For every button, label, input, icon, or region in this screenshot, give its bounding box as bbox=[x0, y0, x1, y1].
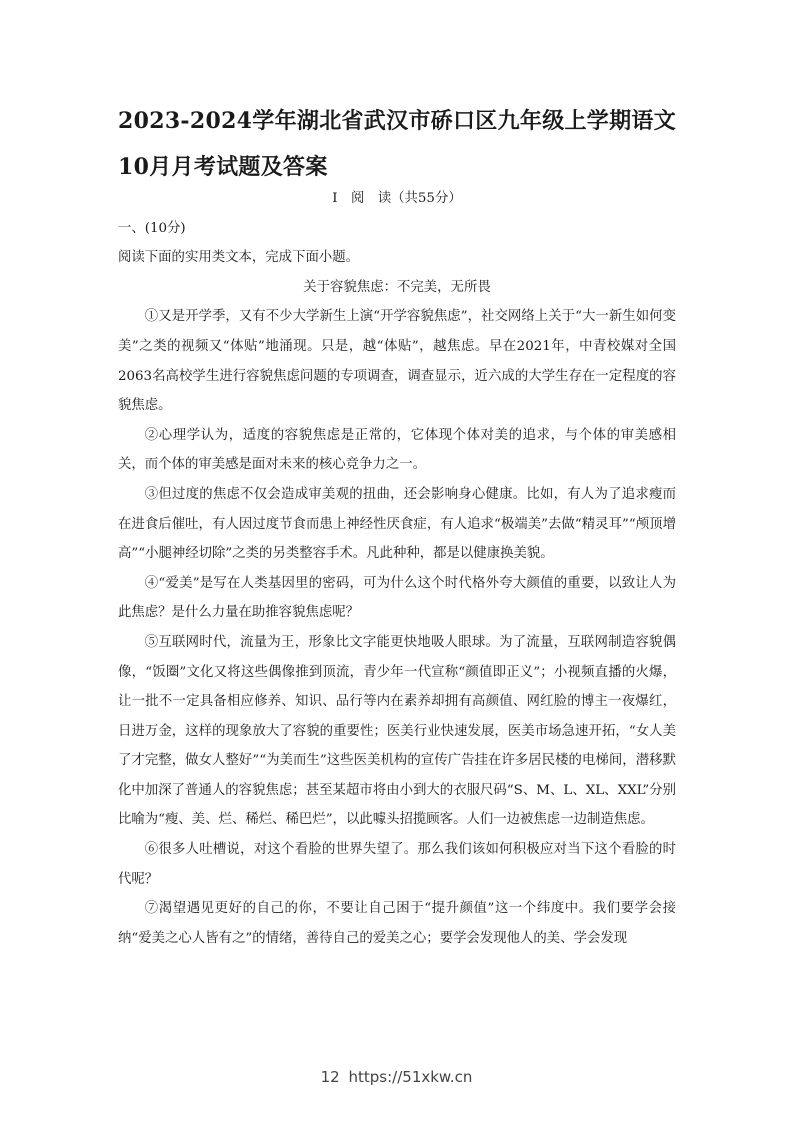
page-number: 12 bbox=[320, 1068, 340, 1086]
footer-url[interactable]: https://51xkw.cn bbox=[348, 1068, 473, 1086]
paragraph-3: ③但过度的焦虑不仅会造成审美观的扭曲，还会影响身心健康。比如，有人为了追求瘦而在进食后催吐，有人因过度节食而患上神经性厌食症，有人追求“极端美”去做“精灵耳”“颅顶增高”“小腿神经切除”之类的另类整容手术。凡此种种，都是以健康换美貌。 bbox=[118, 486, 676, 562]
document-title: 2023-2024学年湖北省武汉市硚口区九年级上学期语文10月月考试题及答案 bbox=[118, 108, 676, 180]
document-body bbox=[118, 184, 676, 953]
paragraph-7: ⑦渴望遇见更好的自己的你，不要让自己困于“提升颜值”这一个纬度中。我们要学会接纳“爱美之心人皆有之”的情绪，善待自己的爱美之心；要学会发现他人的美、学会发现 bbox=[118, 901, 676, 946]
section-heading: I 阅 读（共55分） bbox=[332, 191, 462, 206]
page-footer bbox=[0, 1068, 793, 1086]
article-title: 关于容貌焦虑：不完美，无所畏 bbox=[303, 279, 491, 295]
paragraph-6: ⑥很多人吐槽说，对这个看脸的世界失望了。那么我们该如何积极应对当下这个看脸的时代呢？ bbox=[118, 842, 676, 887]
paragraph-5: ⑤互联网时代，流量为王，形象比文字能更快地吸人眼球。为了流量，互联网制造容貌偶像，“饭圈”文化又将这些偶像推到顶流，青少年一代宣称“颜值即正义”；小视频直播的火爆，让一批不一定具备相应修养、知识、品行等内在素养却拥有高颜值、网红脸的博主一夜爆红，日进万金，这样的现象放大了容貌的重要性；医美行业快速发展，医美市场急速开拓，“女人美了才完整，做女人整好”“为美而生”这些医美机构的宣传广告挂在许多居民楼的电梯间，潜移默化中加深了普通人的容貌焦虑；甚至某超市将由小到大的衣服尺码“S、M、L、XL、XXL”分别比喻为“瘦、美、烂、稀烂、稀巴烂”，以此噱头招揽顾客。人们一边被焦虑一边制造焦虑。 bbox=[118, 634, 676, 828]
part-label: 一、(10分) bbox=[118, 220, 186, 236]
paragraph-1: ①又是开学季，又有不少大学新生上演“开学容貌焦虑”，社交网络上关于“大一新生如何变美”之类的视频又“体贴”地涌现。只是，越“体贴”，越焦虑。早在2021年，中青校媒对全国2063名高校学生进行容貌焦虑问题的专项调查，调查显示，近六成的大学生存在一定程度的容貌焦虑。 bbox=[118, 309, 676, 414]
paragraph-4: ④“爱美”是写在人类基因里的密码，可为什么这个时代格外夸大颜值的重要，以致让人为此焦虑？是什么力量在助推容貌焦虑呢？ bbox=[118, 575, 676, 621]
paragraph-2: ②心理学认为，适度的容貌焦虑是正常的，它体现个体对美的追求，与个体的审美感相关，而个体的审美感是面对未来的核心竞争力之一。 bbox=[118, 427, 676, 473]
instruction-text: 阅读下面的实用类文本，完成下面小题。 bbox=[118, 250, 360, 266]
